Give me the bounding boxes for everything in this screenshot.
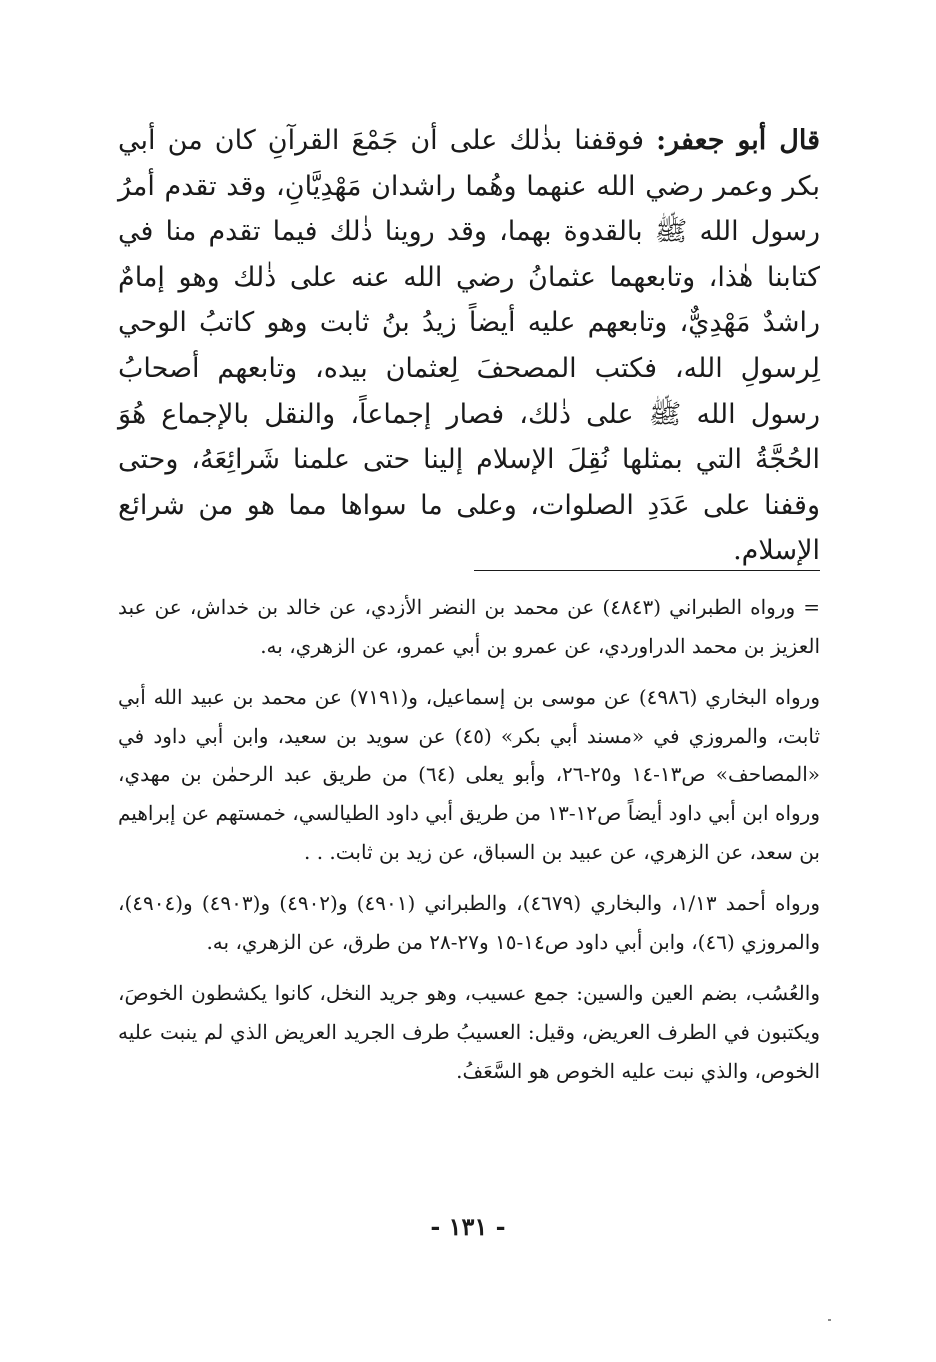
page-number: - ١٣١ - [430, 1212, 506, 1241]
footnote-paragraph-3: ورواه أحمد ١/١٣، والبخاري (٤٦٧٩)، والطبراني (٤٩٠١) و(٤٩٠٢) و(٤٩٠٣) و(٤٩٠٤)، والمروزي (٤٦)، وابن أبي داود ص١٤-١٥ و٢٧-٢٨ من طرق، عن الزهري، به. [118, 891, 820, 954]
footnote-paragraph-2: ورواه البخاري (٤٩٨٦) عن موسى بن إسماعيل، و(٧١٩١) عن محمد بن عبيد الله أبي ثابت، والمروزي في «مسند أبي بكر» (٤٥) عن سويد بن سعيد، وابن أبي داود في «المصاحف» ص١٣-١٤ و٢٥-٢٦، وأبو يعلى (٦٤) من طريق عبد الرحمٰن بن مهدي، ورواه ابن أبي داود أيضاً ص١٢-١٣ من طريق أبي داود الطيالسي، خمستهم عن إبراهيم بن سعد، عن الزهري، عن عبيد بن السباق، عن زيد بن ثابت. . . [118, 685, 821, 864]
main-paragraph [118, 118, 820, 574]
footnotes [118, 588, 820, 1103]
author-label: قال أبو جعفر: [656, 125, 820, 156]
scan-mark [828, 1319, 831, 1321]
page-body [118, 118, 821, 1083]
main-text: فوقفنا بذٰلك على أن جَمْعَ القرآنِ كان من أبي بكر وعمر رضي الله عنهما وهُما راشدان مَهْدِيَّانِ، وقد تقدم أمرُ رسول الله ﷺ بالقدوة بهما، وقد روينا ذٰلك فيما تقدم منا في كتابنا هٰذا، وتابعهما عثمانُ رضي الله عنه على ذٰلك وهو إمامٌ راشدٌ مَهْدِيٌّ، وتابعهم عليه أيضاً زيدُ بنُ ثابت وهو كاتبُ الوحي لِرسولِ الله، فكتب المصحفَ لِعثمان بيده، وتابعهم أصحابُ رسول الله ﷺ على ذٰلك، فصار إجماعاً، والنقل بالإجماع هُوَ الحُجَّةُ التي بمثلها نُقِلَ الإسلام إلينا حتى علمنا شَرائِعَهُ، وحتى وقفنا على عَدَدِ الصلوات، وعلى ما سواها مما هو من شرائع الإسلام. [118, 125, 820, 567]
footnote-divider [474, 570, 820, 571]
footnote-paragraph-4: والعُسُب، بضم العين والسين: جمع عسيب، وهو جريد النخل، كانوا يكشطون الخوصَ، ويكتبون في الطرف العريض، وقيل: العسيبُ طرف الجريد العريض الذي لم ينبت عليه الخوص، والذي نبت عليه الخوص هو السَّعَفُ. [118, 981, 820, 1083]
footnote-paragraph-1: = ورواه الطبراني (٤٨٤٣) عن محمد بن النضر الأزدي، عن خالد بن خداش، عن عبد العزيز بن محمد الدراوردي، عن عمرو بن أبي عمرو، عن الزهري، به. [118, 595, 820, 658]
